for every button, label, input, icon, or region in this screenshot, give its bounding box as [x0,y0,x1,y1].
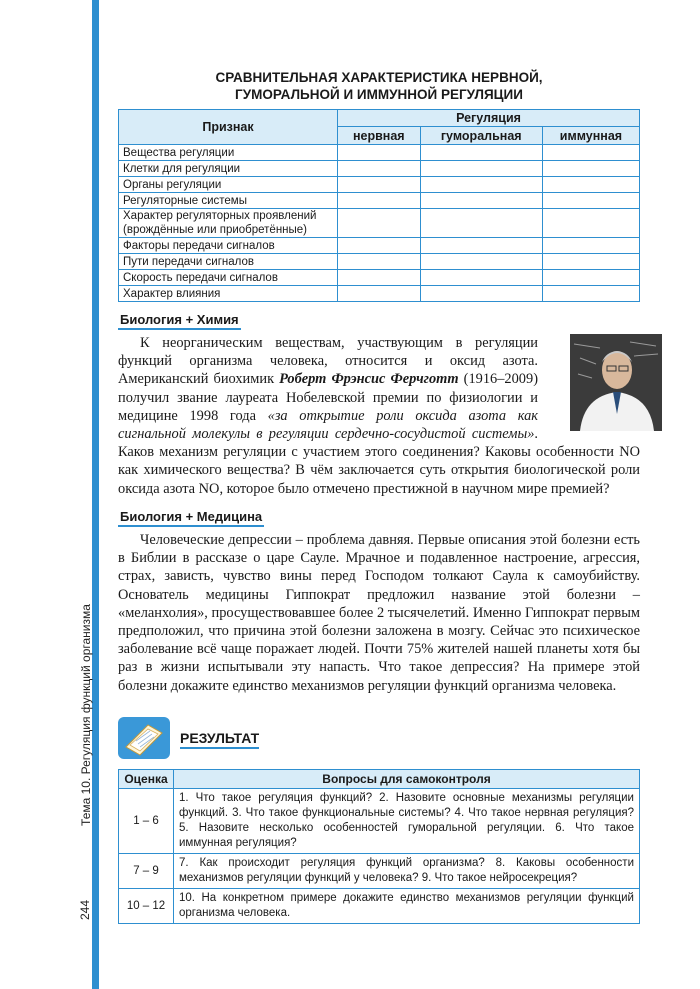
table-row [119,270,640,286]
table-cell [420,270,542,286]
questions-cell: 10. На конкретном примере докажите единство механизмов регуляции функций организма человека. [174,889,640,924]
scientist-portrait-image [570,334,662,431]
row-label: Вещества регуляции [119,145,338,161]
header-grade: Оценка [119,770,174,789]
questions-cell: 1. Что такое регуляция функций? 2. Назовите основные механизмы регуляции функций. 3. Что такое функциональные системы? 4. Что такое нервная регуляция? 5. Назовите несколько особенностей гуморальной регуляции. 6. Что такое иммунная регуляция? [174,789,640,854]
table-row [119,161,640,177]
table-cell [542,209,639,238]
table-cell [542,177,639,193]
portrait-photo [548,334,640,431]
chemistry-text-1: К неорганическим веществам, участвующим в регуляции функций организма человека, относится и оксид азота. Американский биохимик [118,335,538,388]
table-cell [542,193,639,209]
medicine-paragraph: Человеческие депрессии – проблема давняя. Первые описания этой болезни есть в Библии в рассказе о царе Сауле. Мрачное и подавленное настроение, агрессия, страх, зависть, чувство вины перед Господом толкают Саула к самоубийству. Основатель медицины Гиппократ предложил название этой болезни – «меланхолия», просуществовавшее более 2 тысячелетий. Именно Гиппократ первым предположил, что причина этой болезни заложена в мозгу. Сейчас это психическое заболевание всё чаще поражает людей. Почти 75% жителей нашей планеты хотя бы раз в жизни испытывали эту напасть. Что такое депрессия? На примере этой болезни докажите единство механизмов регуляции функций организма человека. [118,532,640,694]
table-cell [542,238,639,254]
grade-cell: 10 – 12 [119,889,174,924]
table-cell [542,270,639,286]
table-cell [420,161,542,177]
table-cell [420,177,542,193]
sidebar-stripe [92,0,99,989]
grade-cell: 1 – 6 [119,789,174,854]
row-label: Характер регуляторных проявлений (врождённые или приобретённые) [119,209,338,238]
scientist-name: Роберт Фрэнсис Ферчготт [279,371,459,388]
row-label: Скорость передачи сигналов [119,270,338,286]
comparison-table [118,109,640,302]
table-cell [542,145,639,161]
table-cell [338,145,421,161]
table-row [119,193,640,209]
table-cell [420,286,542,302]
chemistry-text-2: (1916–2009) получил звание лауреата Нобелевской премии по физиологии и медицине 1998 года [118,371,538,424]
row-label: Пути передачи сигналов [119,254,338,270]
table-row [119,177,640,193]
table-cell [338,209,421,238]
table-row [119,145,640,161]
table-cell [338,270,421,286]
sidebar [0,0,100,989]
row-label: Клетки для регуляции [119,161,338,177]
table-cell [338,238,421,254]
header-nervous: нервная [338,127,421,145]
header-regulation: Регуляция [338,110,640,127]
table-cell [420,209,542,238]
questions-cell: 7. Как происходит регуляция функций организма? 8. Каковы особенности механизмов регуляции функций у человека? 9. Что такое нейросекреция? [174,854,640,889]
table-cell [338,177,421,193]
table-cell [420,145,542,161]
chemistry-paragraph [118,334,640,498]
table-cell [420,193,542,209]
header-feature: Признак [119,110,338,145]
table-cell [338,286,421,302]
table-row [119,854,640,889]
comparison-title-line1: СРАВНИТЕЛЬНАЯ ХАРАКТЕРИСТИКА НЕРВНОЙ, [215,70,543,85]
table-row [119,238,640,254]
comparison-title-line2: ГУМОРАЛЬНОЙ И ИММУННОЙ РЕГУЛЯЦИИ [235,87,523,102]
row-label: Факторы передачи сигналов [119,238,338,254]
header-immune: иммунная [542,127,639,145]
table-cell [338,193,421,209]
table-cell [420,238,542,254]
grade-cell: 7 – 9 [119,854,174,889]
table-row [119,889,640,924]
running-head: Тема 10. Регуляция функций организма [79,604,93,826]
chemistry-text-3: . Каков механизм регуляции с участием этого соединения? Каковы особенности NO как химического вещества? В чём заключается суть открытия биологической роли оксида азота NO, которое было отмечено престижной в научном мире премией? [118,426,640,497]
table-cell [420,254,542,270]
medicine-heading: Биология + Медицина [118,509,264,527]
table-row [119,209,640,238]
table-cell [542,161,639,177]
table-row [119,789,640,854]
row-label: Характер влияния [119,286,338,302]
header-humoral: гуморальная [420,127,542,145]
table-row [119,286,640,302]
row-label: Регуляторные системы [119,193,338,209]
notebook-icon [118,717,170,759]
table-cell [338,161,421,177]
row-label: Органы регуляции [119,177,338,193]
header-questions: Вопросы для самоконтроля [174,770,640,789]
nobel-quote: «за открытие роли оксида азота как сигнальной молекулы в регуляции сердечно-сосудистой системы» [118,407,538,443]
table-cell [338,254,421,270]
self-check-table [118,769,640,924]
table-cell [542,286,639,302]
table-cell [542,254,639,270]
table-row [119,254,640,270]
chemistry-heading: Биология + Химия [118,312,241,330]
result-title: РЕЗУЛЬТАТ [180,730,259,749]
page-number: 244 [78,899,92,921]
